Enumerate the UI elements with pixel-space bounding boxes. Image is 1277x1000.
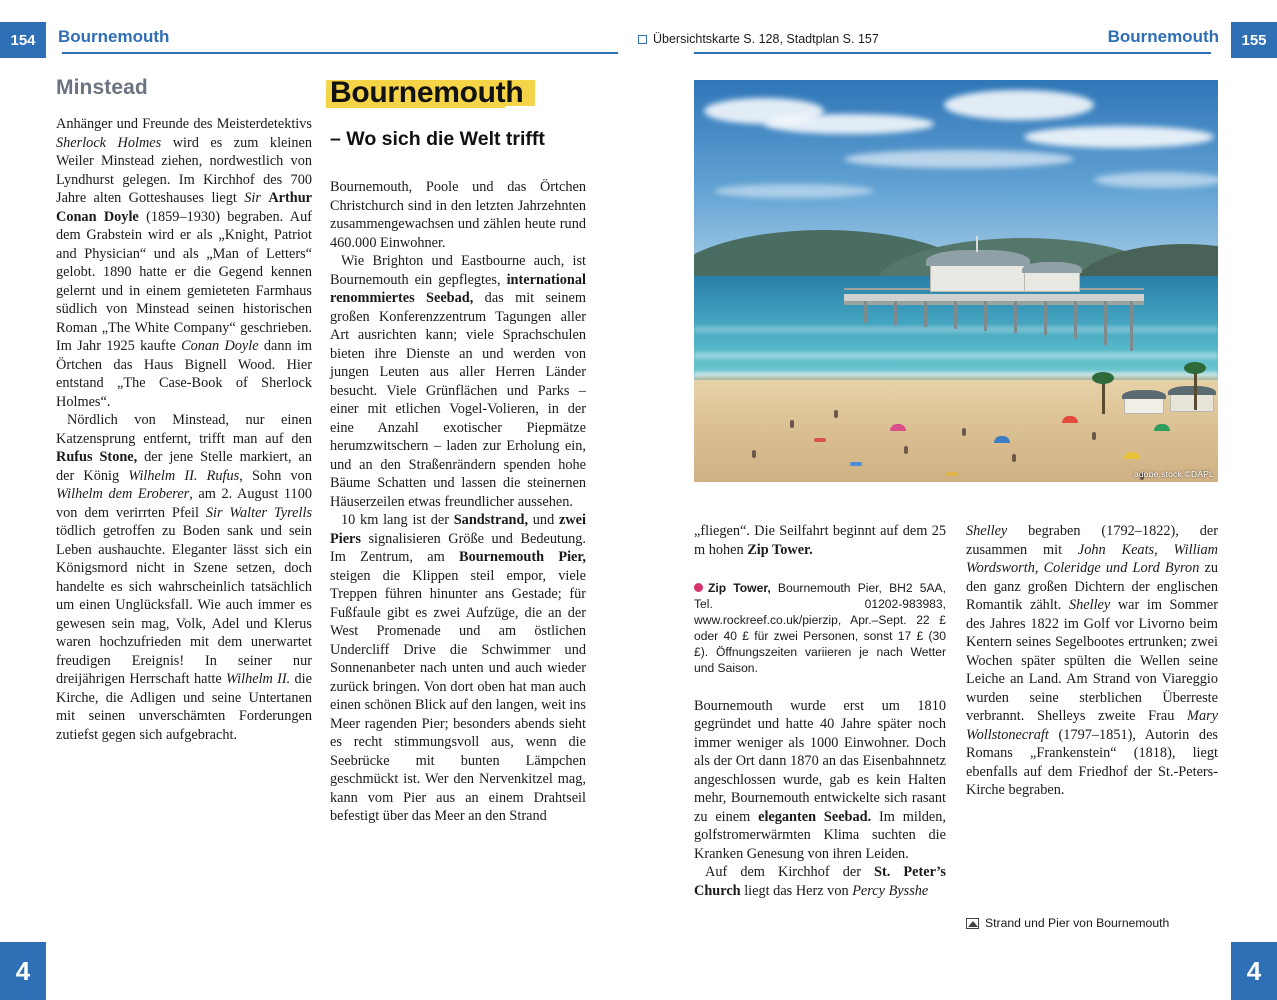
beachgoer [834, 410, 838, 418]
chapter-heading [330, 74, 586, 113]
text-column-3 [694, 522, 946, 900]
cloud [944, 90, 1094, 120]
beachgoer [904, 446, 908, 454]
bullet-dot-icon [694, 583, 703, 592]
palm-trunk [1194, 370, 1197, 410]
pier-leg [894, 301, 897, 325]
beach-towel [946, 472, 958, 476]
pier-leg [1074, 301, 1077, 339]
beach-umbrella [1154, 424, 1170, 431]
pier-leg [1044, 301, 1047, 335]
pier-leg [1104, 301, 1107, 345]
cloud [1094, 172, 1218, 188]
info-box-name: Zip Tower, [708, 581, 771, 595]
beachgoer [1012, 454, 1016, 462]
beach-towel [814, 438, 826, 442]
pier-leg [864, 301, 867, 323]
pier-leg [984, 301, 987, 331]
palm-fronds [1184, 362, 1206, 374]
folio-right: 155 [1231, 22, 1277, 58]
beach-towel [850, 462, 862, 466]
pier-leg [1130, 301, 1133, 351]
paragraph: 10 km lang ist der Sandstrand, und zwei Piers signalisieren Größe und Bedeutung. Im Zentrum, am Bournemouth Pier, steigen die Klippen steil empor, viele Treppen führen hinunter ans Gestade; für Fußfaule gibt es zwei Aufzüge, die an der West Promenade und am östlichen Undercliff Drive die Schwimmer und Sonnenanbeter nach unten und auch wieder zurück bringen. Von dort oben hat man auch einen schönen Blick auf den langen, weit ins Meer ragenden Pier; besonders abends sieht es recht stimmungsvoll aus, wenn die Seebrücke mit bunten Lämpchen geschmückt ist. Wer den Nervenkitzel mag, kann vom Pier aus an einem Drahtseil befestigt über das Meer an den Strand [330, 512, 587, 825]
paragraph: Bournemouth, Poole und das Örtchen Christchurch sind in den letzten Jahrzehnten zusammengewachsen und zählen heute rund 460.000 Einwohner. [330, 179, 586, 251]
photo-credit: adobe.stock ©DAPL [1133, 469, 1214, 479]
section-title-minstead: Minstead [56, 76, 148, 99]
beach-hut-roof [1122, 390, 1166, 399]
palm-trunk [1102, 380, 1105, 414]
paragraph: Bournemouth wurde erst um 1810 gegründet und hatte 40 Jahre später noch immer weniger als 1000 Einwohner. Doch als der Ort dann 1870 an das Eisenbahnnetz angeschlossen wurde, gab es kein Halten mehr, Bournemouth entwickelte sich rasant zu einem eleganten Seebad. Im milden, golfstromerwärmten Klima suchten die Kranken Genesung von ihren Leiden. [694, 697, 947, 862]
text-column-4 [966, 522, 1218, 800]
paragraph: Nördlich von Minstead, nur einen Katzensprung entfernt, trifft man auf den Rufus Stone, der jene Stelle markiert, an der König Wilhelm II. Rufus, Sohn von Wilhelm dem Eroberer, am 2. August 1100 von dem verirrten Pfeil Sir Walter Tyrells tödlich getroffen zu Boden sank und sein Leben aushauchte. Eleganter lässt sich ein Königsmord nicht in Szene setzen, doch handelte es sich wahrscheinlich tatsächlich um einen Unglücksfall. Wie auch immer es gewesen sein mag, Volk, Adel und Klerus waren hochzufrieden mit dem unerwartet freudigen Ereignis! In seiner nur dreijährigen Herrschaft hatte Wilhelm II. die Kirche, die Adligen und seine Untertanen mit seinen unverschämten Forderungen zutiefst gegen sich aufgebracht. [56, 412, 313, 743]
pavilion-roof [926, 250, 1030, 266]
pier-pavilion [930, 262, 1026, 292]
palm-fronds [1092, 372, 1114, 384]
pier-deck [844, 294, 1144, 301]
paragraph: „fliegen“. Die Seilfahrt beginnt auf dem 25 m hohen Zip Tower. [694, 523, 946, 558]
paragraph: Auf dem Kirchhof der St. Peter’s Church liegt das Herz von Percy Bysshe [694, 864, 946, 899]
beach-umbrella [1062, 416, 1078, 423]
surf-line [694, 352, 1218, 359]
beach-hut [1170, 394, 1214, 412]
beach-hut [1124, 398, 1164, 414]
pier-shadow [844, 301, 1144, 305]
folio-left: 154 [0, 22, 46, 58]
chapter-subtitle: – Wo sich die Welt trifft [330, 127, 545, 150]
pier-leg [954, 301, 957, 329]
page-left [0, 0, 638, 1000]
cloud [714, 184, 874, 198]
chapter-tab-left: 4 [0, 942, 46, 1000]
text-column-2 [330, 74, 586, 826]
photo-icon [966, 918, 979, 929]
head-rule-right [694, 52, 1211, 54]
info-box-text: Bournemouth Pier, BH2 5AA, Tel. 01202-983983, www.rockreef.co.uk/pierzip, Apr.–Sept. 22 £ oder 40 £ für zwei Personen, sonst 17 £ (30 £). Öffnungszeiten variieren je nach Wetter und Saison. [694, 581, 946, 675]
paragraph: Anhänger und Freunde des Meisterdetektivs Sherlock Holmes wird es zum kleinen Weiler Minstead ziehen, nordwestlich von Lyndhurst gelegen. Im Kirchhof des 700 Jahre alten Gotteshauses liegt Sir Arthur Conan Doyle (1859–1930) begraben. Auf dem Grabstein wird er als „Knight, Patriot and Physician“ und als „Man of Letters“ gelobt. 1890 hatte er die Gegend kennen gelernt und in einem gemieteten Farmhaus südlich von Minstead seinen historischen Roman „The White Company“ geschrieben. Im Jahr 1925 kaufte Conan Doyle dann im Örtchen das Haus Bignell Wood. Hier entstand „The Case-Book of Sherlock Holmes“. [56, 116, 312, 410]
cloud [844, 150, 1074, 168]
running-head-title-left: Bournemouth [58, 27, 170, 46]
head-rule-left [62, 52, 618, 54]
chapter-title: Bournemouth [330, 76, 524, 109]
beachgoer [1092, 432, 1096, 440]
chapter-tab-right: 4 [1231, 942, 1277, 1000]
pier-leg [1014, 301, 1017, 333]
info-box-zip-tower [694, 581, 946, 677]
photo-caption [966, 916, 1218, 930]
pier-building [1024, 270, 1080, 292]
map-reference-note [638, 22, 879, 46]
beach-hut-roof [1168, 386, 1216, 395]
beach-umbrella [890, 424, 906, 431]
photo-caption-text: Strand und Pier von Bournemouth [985, 916, 1170, 930]
beachgoer [962, 428, 966, 436]
photo-beach-and-pier [694, 80, 1218, 482]
cloud [764, 114, 934, 134]
flagpole [976, 236, 978, 252]
beach-umbrella [994, 436, 1010, 443]
running-head-title-right: Bournemouth [1107, 27, 1219, 46]
paragraph: Wie Brighton und Eastbourne auch, ist Bournemouth ein gepflegtes, international renommiertes Seebad, das mit seinem großen Konferenzzentrum Tagungen aller Art ausrichten kann; viele Sprachschulen bieten ihre Dienste an und werden von jungen Leuten aus aller Herren Länder besucht. Viele Grünflächen und Parks – einer mit etlichen Vogel-Volieren, in der eine Anzahl exotischer Piepmätze herumzwitschern – laden zur Erholung ein, und an den Straßenrändern spenden hohe Bäume Schatten und lassen die steinernen Häuserzeilen etwas freundlicher aussehen. [330, 253, 586, 510]
pavilion-roof [1022, 262, 1082, 273]
cloud [1024, 126, 1214, 148]
beachgoer [790, 420, 794, 428]
pier-leg [924, 301, 927, 327]
beachgoer [752, 450, 756, 458]
beach-umbrella [1124, 452, 1140, 459]
map-square-icon [638, 35, 647, 44]
map-reference-text: Übersichtskarte S. 128, Stadtplan S. 157 [653, 32, 879, 46]
paragraph: Shelley begraben (1792–1822), der zusammen mit John Keats, William Wordsworth, Coleridge und Lord Byron zu den ganz großen Dichtern der englischen Romantik zählt. Shelley war im Sommer des Jahres 1822 im Golf vor Livorno beim Kentern seines Segelbootes ertrunken; zwei Wochen später spülten die Wellen seine Leiche an Land. Am Strand von Viareggio wurden seine sterblichen Überreste verbrannt. Shelleys zweite Frau Mary Wollstonecraft (1797–1851), Autorin des Romans „Frankenstein“ (1818), liegt ebenfalls auf dem Friedhof der St.-Peters-Kirche begraben. [966, 523, 1219, 798]
text-column-1 [56, 74, 312, 744]
